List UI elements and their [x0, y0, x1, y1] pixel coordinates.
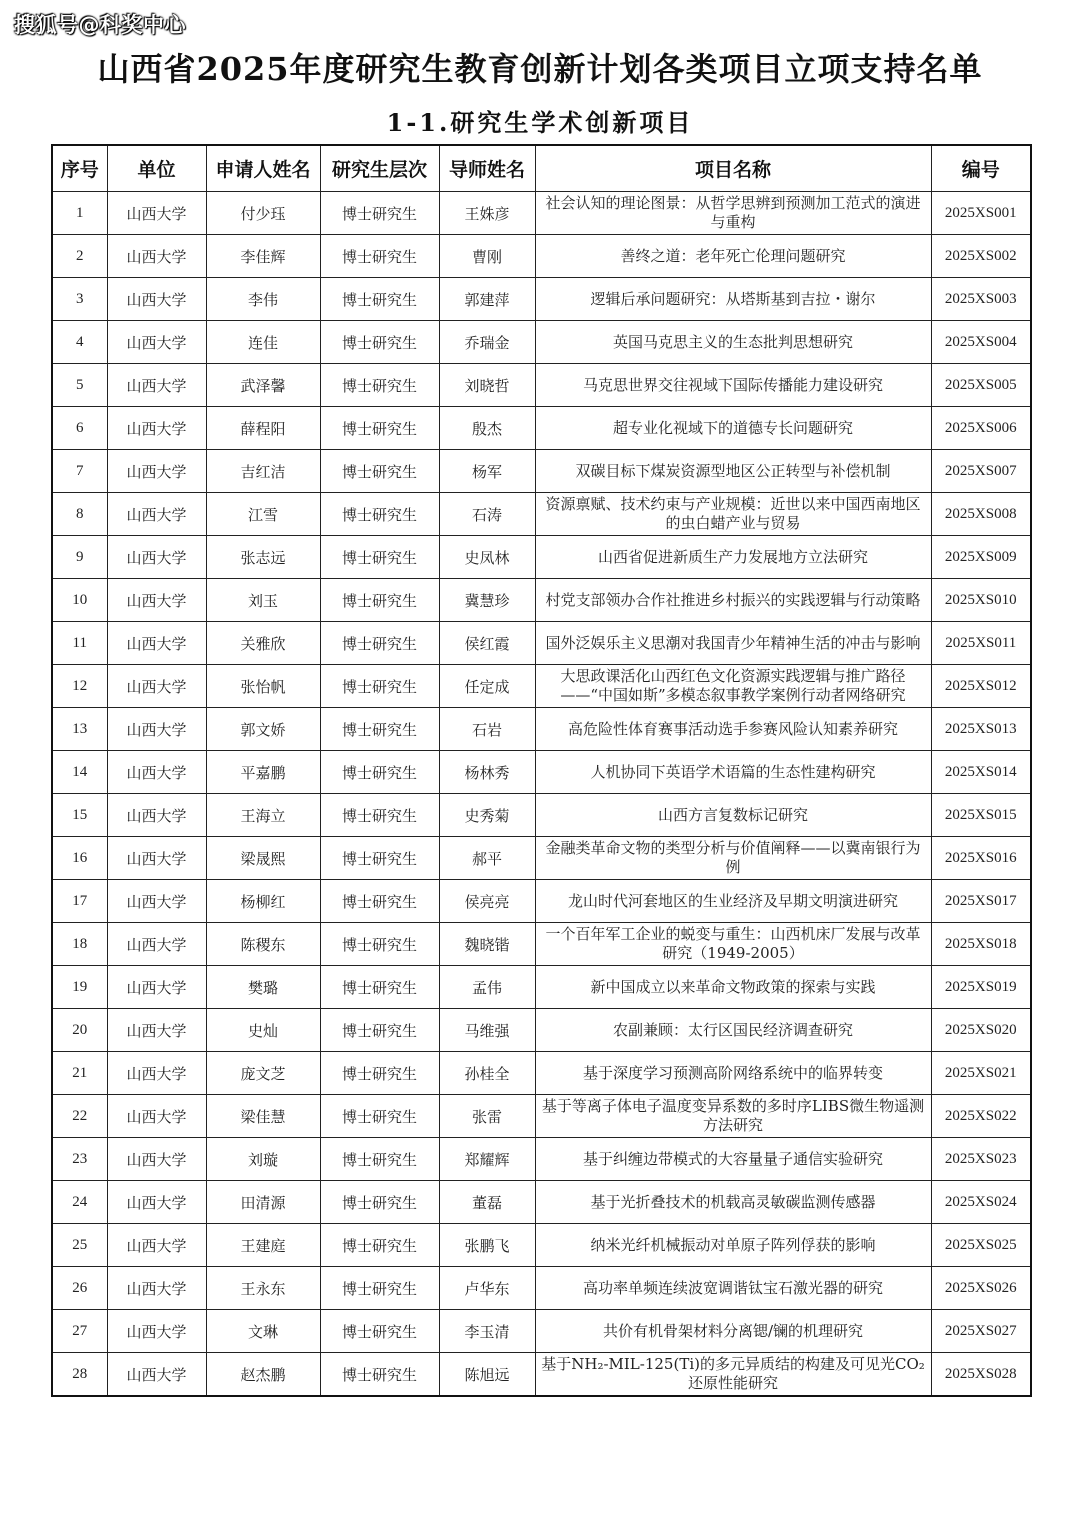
cell-advisor: 殷杰 [439, 407, 535, 450]
cell-code: 2025XS021 [931, 1052, 1031, 1095]
cell-level: 博士研究生 [320, 794, 439, 837]
cell-level: 博士研究生 [320, 837, 439, 880]
cell-advisor: 李玉清 [439, 1310, 535, 1353]
cell-level: 博士研究生 [320, 923, 439, 966]
cell-advisor: 杨林秀 [439, 751, 535, 794]
cell-applicant: 付少珏 [206, 192, 320, 235]
cell-project: 英国马克思主义的生态批判思想研究 [535, 321, 931, 364]
cell-project: 大思政课活化山西红色文化资源实践逻辑与推广路径——“中国如斯”多模态叙事教学案例行动者网络研究 [535, 665, 931, 708]
cell-code: 2025XS027 [931, 1310, 1031, 1353]
cell-advisor: 任定成 [439, 665, 535, 708]
cell-advisor: 卢华东 [439, 1267, 535, 1310]
cell-advisor: 魏晓锴 [439, 923, 535, 966]
cell-level: 博士研究生 [320, 278, 439, 321]
table-row [52, 1224, 1031, 1267]
cell-project: 双碳目标下煤炭资源型地区公正转型与补偿机制 [535, 450, 931, 493]
cell-code: 2025XS024 [931, 1181, 1031, 1224]
cell-code: 2025XS017 [931, 880, 1031, 923]
cell-project: 山西方言复数标记研究 [535, 794, 931, 837]
cell-advisor: 刘晓哲 [439, 364, 535, 407]
table-row [52, 1009, 1031, 1052]
cell-unit: 山西大学 [107, 751, 206, 794]
cell-index: 10 [52, 579, 107, 622]
table-row [52, 1310, 1031, 1353]
cell-applicant: 李伟 [206, 278, 320, 321]
cell-project: 人机协同下英语学术语篇的生态性建构研究 [535, 751, 931, 794]
cell-unit: 山西大学 [107, 235, 206, 278]
cell-index: 26 [52, 1267, 107, 1310]
cell-code: 2025XS003 [931, 278, 1031, 321]
cell-level: 博士研究生 [320, 1009, 439, 1052]
header-index: 序号 [52, 145, 107, 192]
cell-level: 博士研究生 [320, 1353, 439, 1397]
cell-applicant: 庞文芝 [206, 1052, 320, 1095]
table-row [52, 622, 1031, 665]
cell-unit: 山西大学 [107, 1181, 206, 1224]
cell-unit: 山西大学 [107, 493, 206, 536]
table-row [52, 364, 1031, 407]
cell-unit: 山西大学 [107, 278, 206, 321]
cell-index: 6 [52, 407, 107, 450]
cell-index: 3 [52, 278, 107, 321]
cell-applicant: 吉红洁 [206, 450, 320, 493]
cell-code: 2025XS013 [931, 708, 1031, 751]
cell-applicant: 梁佳慧 [206, 1095, 320, 1138]
cell-advisor: 石涛 [439, 493, 535, 536]
cell-index: 15 [52, 794, 107, 837]
cell-code: 2025XS007 [931, 450, 1031, 493]
cell-applicant: 关雅欣 [206, 622, 320, 665]
header-unit: 单位 [107, 145, 206, 192]
cell-advisor: 侯红霞 [439, 622, 535, 665]
cell-project: 资源禀赋、技术约束与产业规模：近世以来中国西南地区的虫白蜡产业与贸易 [535, 493, 931, 536]
cell-level: 博士研究生 [320, 536, 439, 579]
cell-level: 博士研究生 [320, 192, 439, 235]
cell-unit: 山西大学 [107, 450, 206, 493]
cell-applicant: 薛程阳 [206, 407, 320, 450]
cell-code: 2025XS014 [931, 751, 1031, 794]
table-row [52, 837, 1031, 880]
cell-project: 基于纠缠边带模式的大容量量子通信实验研究 [535, 1138, 931, 1181]
table-row [52, 192, 1031, 235]
cell-project: 山西省促进新质生产力发展地方立法研究 [535, 536, 931, 579]
cell-code: 2025XS022 [931, 1095, 1031, 1138]
cell-unit: 山西大学 [107, 708, 206, 751]
cell-unit: 山西大学 [107, 923, 206, 966]
cell-advisor: 马维强 [439, 1009, 535, 1052]
cell-project: 逻辑后承问题研究：从塔斯基到吉拉・谢尔 [535, 278, 931, 321]
cell-project: 农副兼顾：太行区国民经济调查研究 [535, 1009, 931, 1052]
cell-applicant: 梁晟熙 [206, 837, 320, 880]
cell-code: 2025XS023 [931, 1138, 1031, 1181]
cell-advisor: 史秀菊 [439, 794, 535, 837]
cell-index: 4 [52, 321, 107, 364]
cell-advisor: 王姝彦 [439, 192, 535, 235]
cell-index: 7 [52, 450, 107, 493]
cell-index: 22 [52, 1095, 107, 1138]
table-row [52, 1052, 1031, 1095]
cell-advisor: 杨军 [439, 450, 535, 493]
cell-unit: 山西大学 [107, 794, 206, 837]
cell-index: 24 [52, 1181, 107, 1224]
page-title: 山西省2025年度研究生教育创新计划各类项目立项支持名单 [97, 50, 983, 88]
header-project: 项目名称 [535, 145, 931, 192]
cell-level: 博士研究生 [320, 1310, 439, 1353]
cell-project: 基于光折叠技术的机载高灵敏碳监测传感器 [535, 1181, 931, 1224]
cell-level: 博士研究生 [320, 966, 439, 1009]
table-row [52, 493, 1031, 536]
cell-project: 高功率单频连续波宽调谐钛宝石激光器的研究 [535, 1267, 931, 1310]
cell-index: 5 [52, 364, 107, 407]
cell-index: 28 [52, 1353, 107, 1397]
cell-project: 新中国成立以来革命文物政策的探索与实践 [535, 966, 931, 1009]
cell-advisor: 陈旭远 [439, 1353, 535, 1397]
cell-level: 博士研究生 [320, 1267, 439, 1310]
cell-index: 16 [52, 837, 107, 880]
cell-code: 2025XS010 [931, 579, 1031, 622]
table-row [52, 794, 1031, 837]
cell-index: 11 [52, 622, 107, 665]
cell-index: 18 [52, 923, 107, 966]
cell-advisor: 郭建萍 [439, 278, 535, 321]
cell-level: 博士研究生 [320, 708, 439, 751]
cell-index: 2 [52, 235, 107, 278]
cell-advisor: 乔瑞金 [439, 321, 535, 364]
cell-advisor: 冀慧珍 [439, 579, 535, 622]
cell-level: 博士研究生 [320, 493, 439, 536]
cell-index: 27 [52, 1310, 107, 1353]
cell-applicant: 郭文娇 [206, 708, 320, 751]
cell-unit: 山西大学 [107, 321, 206, 364]
cell-unit: 山西大学 [107, 536, 206, 579]
table-row [52, 708, 1031, 751]
cell-code: 2025XS008 [931, 493, 1031, 536]
cell-level: 博士研究生 [320, 622, 439, 665]
cell-advisor: 董磊 [439, 1181, 535, 1224]
table-header-row [52, 145, 1031, 192]
cell-code: 2025XS012 [931, 665, 1031, 708]
cell-unit: 山西大学 [107, 966, 206, 1009]
cell-advisor: 张鹏飞 [439, 1224, 535, 1267]
cell-applicant: 刘璇 [206, 1138, 320, 1181]
cell-project: 一个百年军工企业的蜕变与重生：山西机床厂发展与改革研究（1949-2005） [535, 923, 931, 966]
cell-level: 博士研究生 [320, 880, 439, 923]
table-row [52, 923, 1031, 966]
cell-code: 2025XS015 [931, 794, 1031, 837]
cell-project: 超专业化视域下的道德专长问题研究 [535, 407, 931, 450]
cell-level: 博士研究生 [320, 364, 439, 407]
cell-index: 17 [52, 880, 107, 923]
cell-level: 博士研究生 [320, 1052, 439, 1095]
cell-unit: 山西大学 [107, 622, 206, 665]
cell-applicant: 史灿 [206, 1009, 320, 1052]
cell-index: 13 [52, 708, 107, 751]
cell-unit: 山西大学 [107, 880, 206, 923]
cell-code: 2025XS004 [931, 321, 1031, 364]
cell-code: 2025XS001 [931, 192, 1031, 235]
cell-code: 2025XS005 [931, 364, 1031, 407]
cell-advisor: 张雷 [439, 1095, 535, 1138]
cell-applicant: 江雪 [206, 493, 320, 536]
cell-index: 25 [52, 1224, 107, 1267]
cell-code: 2025XS006 [931, 407, 1031, 450]
cell-applicant: 杨柳红 [206, 880, 320, 923]
table-row [52, 450, 1031, 493]
cell-project: 社会认知的理论图景：从哲学思辨到预测加工范式的演进与重构 [535, 192, 931, 235]
cell-code: 2025XS018 [931, 923, 1031, 966]
cell-applicant: 武泽馨 [206, 364, 320, 407]
cell-applicant: 文琳 [206, 1310, 320, 1353]
table-row [52, 235, 1031, 278]
cell-advisor: 石岩 [439, 708, 535, 751]
cell-level: 博士研究生 [320, 450, 439, 493]
cell-index: 1 [52, 192, 107, 235]
cell-unit: 山西大学 [107, 1138, 206, 1181]
cell-level: 博士研究生 [320, 235, 439, 278]
table-row [52, 1181, 1031, 1224]
cell-project: 马克思世界交往视域下国际传播能力建设研究 [535, 364, 931, 407]
cell-advisor: 史凤林 [439, 536, 535, 579]
cell-level: 博士研究生 [320, 321, 439, 364]
cell-project: 村党支部领办合作社推进乡村振兴的实践逻辑与行动策略 [535, 579, 931, 622]
cell-index: 12 [52, 665, 107, 708]
table-row [52, 665, 1031, 708]
cell-unit: 山西大学 [107, 192, 206, 235]
table-row [52, 579, 1031, 622]
cell-applicant: 刘玉 [206, 579, 320, 622]
cell-applicant: 李佳辉 [206, 235, 320, 278]
cell-code: 2025XS019 [931, 966, 1031, 1009]
cell-project: 金融类革命文物的类型分析与价值阐释——以冀南银行为例 [535, 837, 931, 880]
cell-index: 9 [52, 536, 107, 579]
header-advisor: 导师姓名 [439, 145, 535, 192]
cell-unit: 山西大学 [107, 837, 206, 880]
cell-unit: 山西大学 [107, 579, 206, 622]
cell-applicant: 王建庭 [206, 1224, 320, 1267]
project-table [51, 144, 1032, 1397]
cell-code: 2025XS028 [931, 1353, 1031, 1397]
cell-index: 14 [52, 751, 107, 794]
cell-applicant: 田清源 [206, 1181, 320, 1224]
cell-unit: 山西大学 [107, 665, 206, 708]
table-row [52, 966, 1031, 1009]
cell-level: 博士研究生 [320, 1138, 439, 1181]
cell-unit: 山西大学 [107, 1353, 206, 1397]
table-row [52, 1267, 1031, 1310]
cell-index: 23 [52, 1138, 107, 1181]
cell-advisor: 郑耀辉 [439, 1138, 535, 1181]
table-row [52, 1138, 1031, 1181]
header-applicant: 申请人姓名 [206, 145, 320, 192]
cell-unit: 山西大学 [107, 1224, 206, 1267]
cell-unit: 山西大学 [107, 1267, 206, 1310]
cell-project: 基于深度学习预测高阶网络系统中的临界转变 [535, 1052, 931, 1095]
cell-applicant: 樊璐 [206, 966, 320, 1009]
section-title: 1-1.研究生学术创新项目 [386, 108, 694, 137]
cell-code: 2025XS025 [931, 1224, 1031, 1267]
table-row [52, 536, 1031, 579]
cell-project: 高危险性体育赛事活动选手参赛风险认知素养研究 [535, 708, 931, 751]
table-row [52, 880, 1031, 923]
cell-unit: 山西大学 [107, 1009, 206, 1052]
table-row [52, 1353, 1031, 1397]
cell-code: 2025XS011 [931, 622, 1031, 665]
cell-applicant: 王海立 [206, 794, 320, 837]
cell-applicant: 张志远 [206, 536, 320, 579]
cell-code: 2025XS002 [931, 235, 1031, 278]
cell-unit: 山西大学 [107, 1310, 206, 1353]
cell-project: 纳米光纤机械振动对单原子阵列俘获的影响 [535, 1224, 931, 1267]
table-row [52, 1095, 1031, 1138]
table-row [52, 278, 1031, 321]
cell-unit: 山西大学 [107, 364, 206, 407]
cell-applicant: 张怡帆 [206, 665, 320, 708]
cell-advisor: 孙桂全 [439, 1052, 535, 1095]
cell-applicant: 连佳 [206, 321, 320, 364]
cell-advisor: 侯亮亮 [439, 880, 535, 923]
cell-applicant: 赵杰鹏 [206, 1353, 320, 1397]
cell-code: 2025XS026 [931, 1267, 1031, 1310]
header-level: 研究生层次 [320, 145, 439, 192]
cell-index: 19 [52, 966, 107, 1009]
cell-level: 博士研究生 [320, 1095, 439, 1138]
cell-project: 龙山时代河套地区的生业经济及早期文明演进研究 [535, 880, 931, 923]
cell-code: 2025XS020 [931, 1009, 1031, 1052]
cell-level: 博士研究生 [320, 407, 439, 450]
header-code: 编号 [931, 145, 1031, 192]
cell-applicant: 陈稷东 [206, 923, 320, 966]
cell-project: 基于NH₂-MIL-125(Ti)的多元异质结的构建及可见光CO₂还原性能研究 [535, 1353, 931, 1397]
cell-project: 善终之道：老年死亡伦理问题研究 [535, 235, 931, 278]
cell-applicant: 王永东 [206, 1267, 320, 1310]
table-row [52, 407, 1031, 450]
watermark: 搜狐号@科奖中心 [14, 13, 186, 37]
cell-level: 博士研究生 [320, 1224, 439, 1267]
cell-unit: 山西大学 [107, 407, 206, 450]
cell-advisor: 孟伟 [439, 966, 535, 1009]
cell-index: 21 [52, 1052, 107, 1095]
cell-level: 博士研究生 [320, 665, 439, 708]
cell-applicant: 平嘉鹏 [206, 751, 320, 794]
cell-project: 基于等离子体电子温度变异系数的多时序LIBS微生物遥测方法研究 [535, 1095, 931, 1138]
cell-advisor: 郝平 [439, 837, 535, 880]
cell-index: 20 [52, 1009, 107, 1052]
cell-code: 2025XS009 [931, 536, 1031, 579]
cell-advisor: 曹刚 [439, 235, 535, 278]
cell-code: 2025XS016 [931, 837, 1031, 880]
cell-index: 8 [52, 493, 107, 536]
cell-level: 博士研究生 [320, 751, 439, 794]
table-row [52, 751, 1031, 794]
table-row [52, 321, 1031, 364]
cell-project: 共价有机骨架材料分离锶/镧的机理研究 [535, 1310, 931, 1353]
cell-project: 国外泛娱乐主义思潮对我国青少年精神生活的冲击与影响 [535, 622, 931, 665]
cell-level: 博士研究生 [320, 579, 439, 622]
cell-level: 博士研究生 [320, 1181, 439, 1224]
cell-unit: 山西大学 [107, 1052, 206, 1095]
cell-unit: 山西大学 [107, 1095, 206, 1138]
